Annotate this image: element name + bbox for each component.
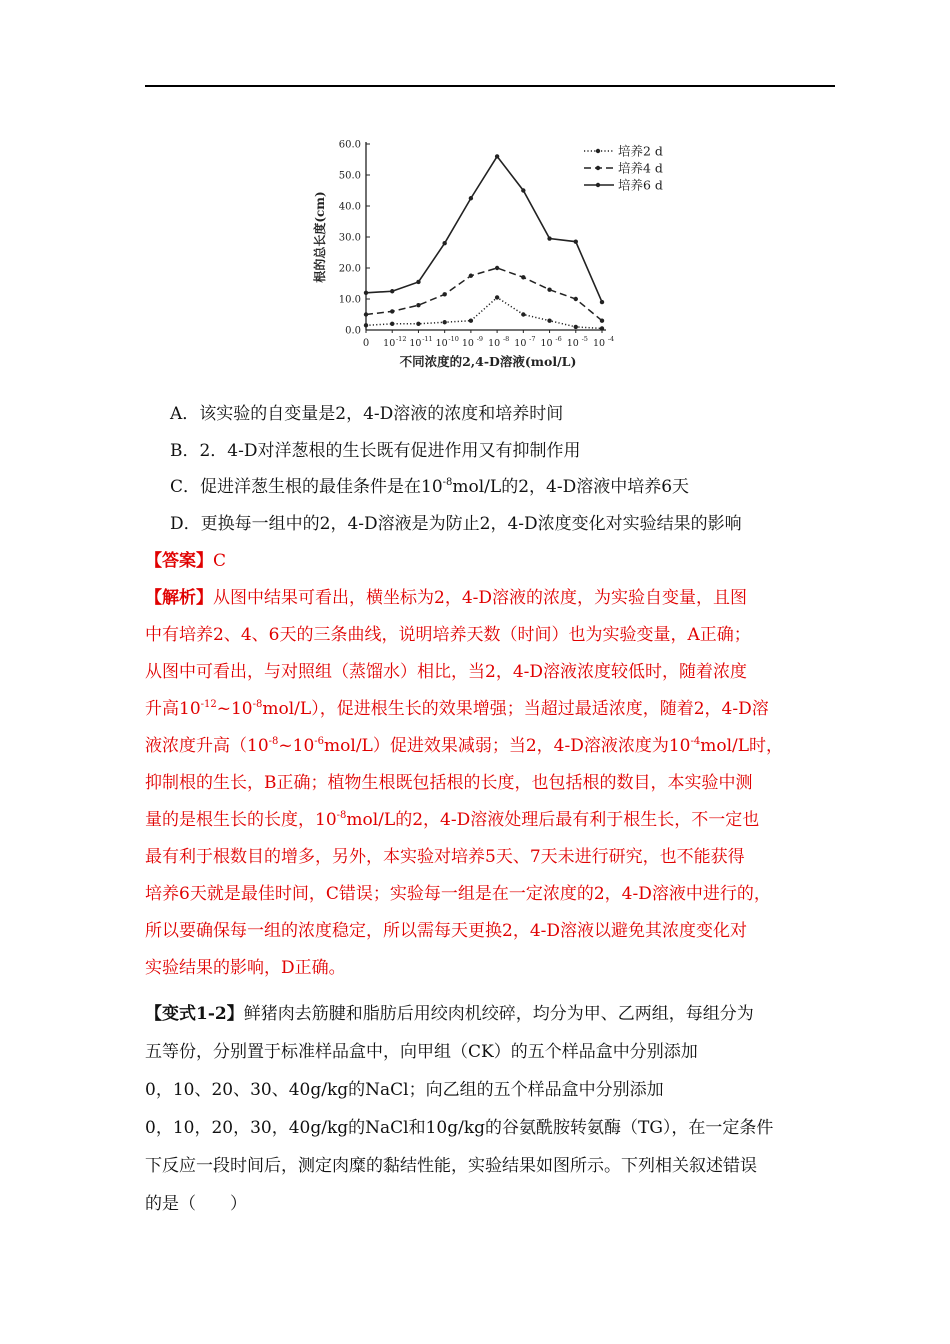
series-1-point — [390, 322, 394, 326]
analysis-line-8: 最有利于根数目的增多，另外，本实验对培养5天、7天未进行研究，也不能获得 — [145, 847, 745, 867]
series-1-point — [416, 322, 420, 326]
variant-line-5: 下反应一段时间后，测定肉糜的黏结性能，实验结果如图所示。下列相关叙述错误 — [145, 1156, 757, 1176]
root-length-chart — [300, 130, 663, 375]
analysis-line-10: 所以要确保每一组的浓度稳定，所以需每天更换2，4-D溶液以避免其浓度变化对 — [145, 921, 748, 941]
legend-marker-1 — [596, 149, 600, 153]
analysis-line-4: 升高$10^{-12}\sim 10^{-8}mol/L$），促进根生长的效果增强；当超过最适浓度，随着2，4-D溶 — [145, 699, 769, 719]
x-tick-exponent: -6 — [555, 335, 562, 343]
y-tick-label: 10.0 — [338, 294, 361, 306]
legend-marker-3 — [596, 183, 600, 187]
option-d: D．更换每一组中的2，4-D溶液是为防止2，4-D浓度变化对实验结果的影响 — [170, 514, 742, 534]
series-2-point — [600, 319, 604, 323]
y-tick-label: 50.0 — [338, 170, 361, 182]
series-3-point — [390, 289, 394, 293]
series-2-point — [469, 274, 473, 278]
y-tick-label: 40.0 — [338, 201, 361, 213]
variant-line-4: 0，10，20，30，40g/kg的NaCl和10g/kg的谷氨酰胺转氨酶（TG），在一定条件 — [145, 1118, 774, 1138]
series-line-3 — [366, 156, 602, 302]
y-axis-title: 根的总长度(cm) — [313, 191, 327, 283]
x-tick-exponent: -10 — [448, 335, 459, 343]
series-1-point — [574, 325, 578, 329]
series-3-point — [521, 188, 525, 192]
x-tick-exponent: -4 — [607, 335, 615, 343]
series-2-point — [495, 266, 499, 270]
analysis-line-2: 中有培养2、4、6天的三条曲线，说明培养天数（时间）也为实验变量，A正确； — [145, 625, 751, 645]
legend-marker-2 — [596, 166, 600, 170]
variant-line-3: 0，10、20、30、40g/kg的NaCl；向乙组的五个样品盒中分别添加 — [145, 1080, 664, 1100]
x-tick-exponent: -9 — [476, 335, 484, 343]
series-2-point — [416, 303, 420, 307]
x-tick-label: 10 — [592, 338, 606, 349]
header-rule — [145, 85, 835, 87]
analysis-line-6: 抑制根的生长，B正确；植物生根既包括根的长度，也包括根的数目，本实验中测 — [145, 773, 753, 793]
x-tick-label: 0 — [362, 338, 370, 349]
analysis-line-7: 量的是根生长的长度，$10^{-8}mol/L$的2，4-D溶液处理后最有利于根生长，不一定也 — [145, 810, 760, 830]
x-tick-label: 10 — [409, 338, 422, 349]
legend-label-3: 培养6 d — [618, 177, 663, 193]
series-3-point — [364, 291, 368, 295]
option-c: C．促进洋葱生根的最佳条件是在$10^{-8}mol/L$的2，4-D溶液中培养6天 — [170, 477, 690, 497]
answer-label: 【答案】 — [145, 551, 213, 571]
series-line-2 — [366, 268, 602, 321]
analysis-line-3: 从图中可看出，与对照组（蒸馏水）相比，当2，4-D溶液浓度较低时，随着浓度 — [145, 662, 748, 682]
series-line-1 — [366, 297, 602, 328]
series-1-point — [469, 319, 473, 323]
series-1-point — [600, 326, 604, 330]
x-tick-label: 10 — [540, 338, 553, 349]
series-3-point — [442, 241, 446, 245]
series-3-point — [416, 280, 420, 284]
option-a: A．该实验的自变量是2，4-D溶液的浓度和培养时间 — [170, 404, 564, 424]
x-tick-label: 10 — [461, 338, 474, 349]
series-3-point — [469, 196, 473, 200]
y-tick-label: 60.0 — [338, 139, 361, 151]
analysis-line-11: 实验结果的影响，D正确。 — [145, 958, 346, 978]
series-1-point — [521, 312, 525, 316]
x-tick-label: 10 — [488, 338, 501, 349]
series-1-point — [364, 323, 368, 327]
series-3-point — [574, 239, 578, 243]
analysis-line-9: 培养6天就是最佳时间，C错误；实验每一组是在一定浓度的2，4-D溶液中进行的， — [145, 884, 771, 904]
series-3-point — [600, 300, 604, 304]
series-2-point — [390, 309, 394, 313]
y-tick-label: 20.0 — [338, 263, 361, 275]
variant-line-1: 【变式1-2】鲜猪肉去筋腱和脂肪后用绞肉机绞碎，均分为甲、乙两组，每组分为 — [145, 1004, 754, 1024]
x-tick-label: 10 — [566, 338, 579, 349]
variant-line-2: 五等份，分别置于标准样品盒中，向甲组（CK）的五个样品盒中分别添加 — [145, 1042, 698, 1062]
answer-value: C — [213, 551, 227, 571]
variant-label: 【变式1-2】 — [145, 1004, 244, 1024]
legend-label-1: 培养2 d — [618, 143, 663, 159]
series-2-point — [364, 312, 368, 316]
legend-label-2: 培养4 d — [618, 160, 663, 176]
series-2-point — [547, 288, 551, 292]
series-1-point — [547, 319, 551, 323]
series-2-point — [521, 275, 525, 279]
series-3-point — [495, 154, 499, 158]
analysis-line-1: 【解析】从图中结果可看出，横坐标为2，4-D溶液的浓度，为实验自变量，且图 — [145, 588, 748, 608]
series-1-point — [442, 320, 446, 324]
x-tick-label: 10 — [514, 338, 527, 349]
series-2-point — [442, 292, 446, 296]
analysis-label: 【解析】 — [145, 588, 213, 608]
x-tick-exponent: -12 — [395, 335, 407, 343]
x-tick-label: 10 — [435, 338, 448, 349]
x-tick-exponent: -5 — [581, 335, 588, 343]
series-3-point — [547, 236, 551, 240]
y-tick-label: 0.0 — [345, 325, 361, 337]
y-tick-label: 30.0 — [338, 232, 361, 244]
x-tick-label: 10 — [383, 338, 396, 349]
x-axis-title: 不同浓度的2,4-D溶液(mol/L) — [399, 354, 577, 369]
x-tick-exponent: -8 — [502, 335, 510, 343]
x-tick-exponent: -7 — [529, 335, 536, 343]
variant-line-6: 的是（ ） — [145, 1194, 247, 1214]
series-2-point — [574, 297, 578, 301]
answer-line — [145, 551, 226, 571]
analysis-line-5: 液浓度升高$(10^{-8}\sim 10^{-6}mol/L)$促进效果减弱；当2，4-D溶液浓度为$10^{-4}mol/L$时， — [145, 736, 784, 756]
series-1-point — [495, 295, 499, 299]
option-b: B．2．4-D对洋葱根的生长既有促进作用又有抑制作用 — [170, 441, 581, 461]
x-tick-exponent: -11 — [422, 335, 433, 343]
